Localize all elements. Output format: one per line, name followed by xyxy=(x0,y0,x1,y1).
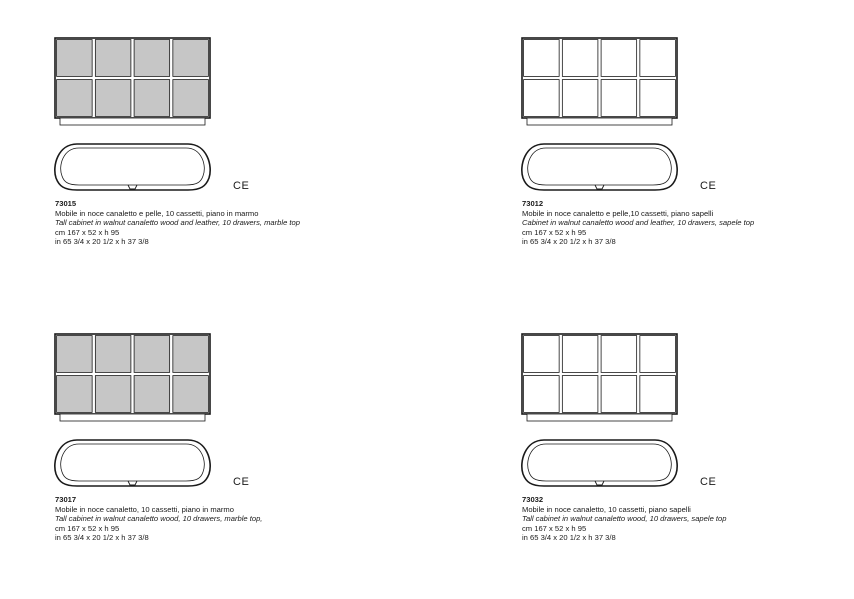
drawer-panel xyxy=(601,376,637,413)
drawer-panel xyxy=(134,40,170,77)
product-code: 73017 xyxy=(55,495,77,504)
dimensions-cm: cm 167 x 52 x h 95 xyxy=(55,523,120,533)
ce-mark-icon: CE xyxy=(700,180,717,192)
drawer-panel xyxy=(524,40,560,77)
drawer-panel xyxy=(57,40,93,77)
cabinet-front-view xyxy=(522,334,677,421)
drawer-panel xyxy=(524,376,560,413)
drawer-panel xyxy=(95,336,131,373)
description-italian: Mobile in noce canaletto e pelle, 10 cassetti, piano in marmo xyxy=(55,208,259,218)
product-info xyxy=(522,199,854,247)
drawer-panel xyxy=(134,336,170,373)
dimensions-in: in 65 3/4 x 20 1/2 x h 37 3/8 xyxy=(55,237,149,247)
drawer-panel xyxy=(524,80,560,117)
drawer-panel xyxy=(640,40,676,77)
drawer-panel xyxy=(640,336,676,373)
description-english: Tall cabinet in walnut canaletto wood, 10 drawers, sapele top xyxy=(522,514,727,524)
cabinet-top-view xyxy=(522,144,677,190)
cabinet-top-view xyxy=(55,440,210,486)
cabinet-drawing xyxy=(55,38,435,198)
cabinet-base xyxy=(527,118,672,125)
drawer-panel xyxy=(173,40,209,77)
ce-mark-icon: CE xyxy=(233,476,250,488)
dimensions-in: in 65 3/4 x 20 1/2 x h 37 3/8 xyxy=(522,533,616,543)
drawer-panel xyxy=(562,40,598,77)
product-card-73032 xyxy=(522,334,854,564)
description-italian: Mobile in noce canaletto, 10 cassetti, piano sapelli xyxy=(522,504,691,514)
cabinet-drawing xyxy=(522,38,854,198)
cabinet-top-view xyxy=(522,440,677,486)
drawer-panel xyxy=(173,336,209,373)
dimensions-in: in 65 3/4 x 20 1/2 x h 37 3/8 xyxy=(55,533,149,543)
drawer-panel xyxy=(134,376,170,413)
cabinet-drawing xyxy=(522,334,854,494)
cabinet-drawing xyxy=(55,334,435,494)
dimensions-cm: cm 167 x 52 x h 95 xyxy=(55,227,120,237)
description-english: Tall cabinet in walnut canaletto wood and leather, 10 drawers, marble top xyxy=(55,218,300,228)
drawer-panel xyxy=(601,80,637,117)
product-card-73012 xyxy=(522,38,854,268)
description-english: Tall cabinet in walnut canaletto wood, 10 drawers, marble top, xyxy=(55,514,263,524)
cabinet-base xyxy=(60,118,205,125)
drawer-panel xyxy=(95,40,131,77)
drawer-panel xyxy=(640,80,676,117)
product-info xyxy=(55,199,435,247)
drawer-panel xyxy=(562,376,598,413)
cabinet-front-view xyxy=(55,38,210,125)
cabinet-base xyxy=(60,414,205,421)
ce-mark-icon: CE xyxy=(233,180,250,192)
cabinet-top-view xyxy=(55,144,210,190)
drawer-panel xyxy=(173,80,209,117)
drawer-panel xyxy=(57,336,93,373)
description-english: Cabinet in walnut canaletto wood and leather, 10 drawers, sapele top xyxy=(522,218,755,228)
dimensions-cm: cm 167 x 52 x h 95 xyxy=(522,523,587,533)
drawer-panel xyxy=(95,376,131,413)
drawer-panel xyxy=(524,336,560,373)
product-info xyxy=(55,495,435,543)
ce-mark-icon: CE xyxy=(700,476,717,488)
drawer-panel xyxy=(95,80,131,117)
dimensions-in: in 65 3/4 x 20 1/2 x h 37 3/8 xyxy=(522,237,616,247)
product-card-73017 xyxy=(55,334,435,564)
product-info xyxy=(522,495,854,543)
description-italian: Mobile in noce canaletto, 10 cassetti, piano in marmo xyxy=(55,504,234,514)
drawer-panel xyxy=(173,376,209,413)
cabinet-front-view xyxy=(55,334,210,421)
drawer-panel xyxy=(562,80,598,117)
product-code: 73012 xyxy=(522,199,544,208)
dimensions-cm: cm 167 x 52 x h 95 xyxy=(522,227,587,237)
drawer-panel xyxy=(57,80,93,117)
description-italian: Mobile in noce canaletto e pelle,10 cassetti, piano sapelli xyxy=(522,208,714,218)
product-code: 73015 xyxy=(55,199,77,208)
product-code: 73032 xyxy=(522,495,544,504)
drawer-panel xyxy=(562,336,598,373)
product-card-73015 xyxy=(55,38,435,268)
drawer-panel xyxy=(134,80,170,117)
cabinet-base xyxy=(527,414,672,421)
cabinet-front-view xyxy=(522,38,677,125)
drawer-panel xyxy=(640,376,676,413)
drawer-panel xyxy=(57,376,93,413)
drawer-panel xyxy=(601,40,637,77)
drawer-panel xyxy=(601,336,637,373)
